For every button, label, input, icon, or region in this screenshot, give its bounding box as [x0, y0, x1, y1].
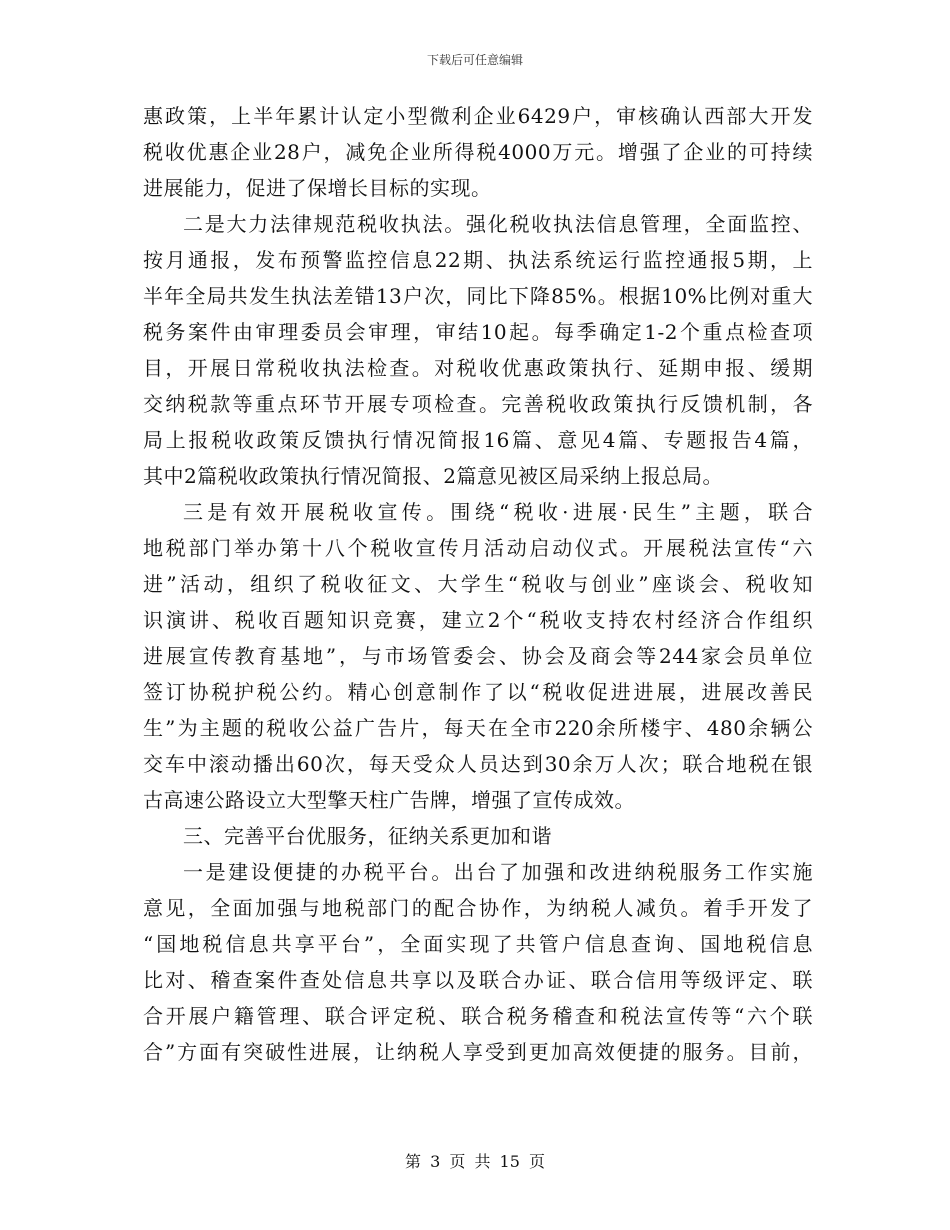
text-line: 一是建设便捷的办税平台。出台了加强和改进纳税服务工作实施: [183, 860, 813, 884]
text-line: 比对、稽查案件查处信息共享以及联合办证、联合信用等级评定、联: [143, 968, 813, 992]
text-line: 识演讲、税收百题知识竞赛，建立2个“税收支持农村经济合作组织: [143, 608, 813, 632]
text-line: 三、完善平台优服务，征纳关系更加和谐: [183, 824, 552, 848]
text-line: 税务案件由审理委员会审理，审结10起。每季确定1-2个重点检查项: [143, 320, 813, 344]
text-line: 进展能力，促进了保增长目标的实现。: [143, 176, 492, 200]
text-line: 三是有效开展税收宣传。围绕“税收·进展·民生”主题，联合: [183, 500, 813, 524]
text-line: 按月通报，发布预警监控信息22期、执法系统运行监控通报5期，上: [143, 248, 813, 272]
text-line: 地税部门举办第十八个税收宣传月活动启动仪式。开展税法宣传“六: [143, 536, 813, 560]
text-line: 其中2篇税收政策执行情况简报、2篇意见被区局采纳上报总局。: [143, 464, 723, 488]
text-line: 二是大力法律规范税收执法。强化税收执法信息管理，全面监控、: [183, 212, 813, 236]
text-line: 交纳税款等重点环节开展专项检查。完善税收政策执行反馈机制，各: [143, 392, 813, 416]
text-line: 目，开展日常税收执法检查。对税收优惠政策执行、延期申报、缓期: [143, 356, 813, 380]
text-line: 惠政策，上半年累计认定小型微利企业6429户，审核确认西部大开发: [143, 104, 813, 128]
text-line: 合开展户籍管理、联合评定税、联合税务稽查和税法宣传等“六个联: [143, 1004, 813, 1028]
text-line: 签订协税护税公约。精心创意制作了以“税收促进进展，进展改善民: [143, 680, 813, 704]
text-line: 合”方面有突破性进展，让纳税人享受到更加高效便捷的服务。目前，: [143, 1040, 813, 1064]
page-number-footer: 第 3 页 共 15 页: [405, 1152, 545, 1171]
text-line: 局上报税收政策反馈执行情况简报16篇、意见4篇、专题报告4篇，: [143, 428, 813, 452]
text-line: 古高速公路设立大型擎天柱广告牌，增强了宣传成效。: [143, 788, 635, 812]
text-line: 进”活动，组织了税收征文、大学生“税收与创业”座谈会、税收知: [143, 572, 813, 596]
text-line: 半年全局共发生执法差错13户次，同比下降85%。根据10%比例对重大: [143, 284, 813, 308]
text-line: 税收优惠企业28户，减免企业所得税4000万元。增强了企业的可持续: [143, 140, 813, 164]
text-line: 交车中滚动播出60次，每天受众人员达到30余万人次；联合地税在银: [143, 752, 813, 776]
text-line: 进展宣传教育基地”，与市场管委会、协会及商会等244家会员单位: [143, 644, 813, 668]
text-line: “国地税信息共享平台”，全面实现了共管户信息查询、国地税信息: [143, 932, 813, 956]
text-line: 生”为主题的税收公益广告片，每天在全市220余所楼宇、480余辆公: [143, 716, 813, 740]
text-line: 意见，全面加强与地税部门的配合协作，为纳税人减负。着手开发了: [143, 896, 813, 920]
document-body: [143, 98, 813, 1070]
page-header: 下载后可任意编辑: [426, 53, 523, 67]
